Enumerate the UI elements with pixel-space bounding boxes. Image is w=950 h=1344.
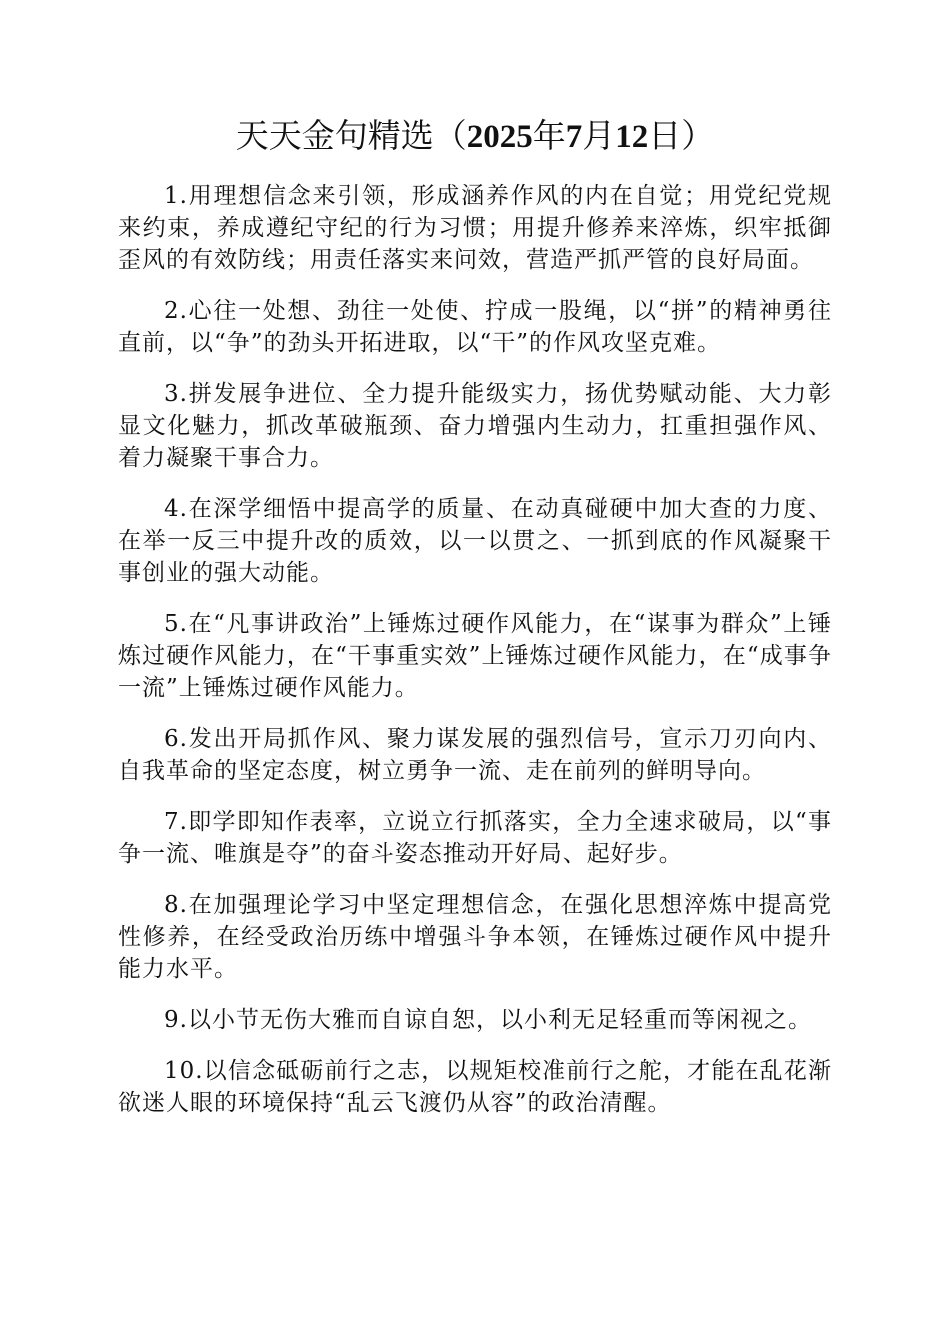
quote-item-5: 5.在“凡事讲政治”上锤炼过硬作风能力，在“谋事为群众”上锤炼过硬作风能力，在“干事重实效”上锤炼过硬作风能力，在“成事争一流”上锤炼过硬作风能力。 [118, 611, 832, 701]
quote-item-3: 3.拼发展争进位、全力提升能级实力，扬优势赋动能、大力彰显文化魅力，抓改革破瓶颈、奋力增强内生动力，扛重担强作风、着力凝聚干事合力。 [118, 381, 832, 471]
quote-list [118, 180, 832, 1138]
quote-item-6: 6.发出开局抓作风、聚力谋发展的强烈信号，宣示刀刃向内、自我革命的坚定态度，树立勇争一流、走在前列的鲜明导向。 [118, 726, 832, 784]
title-day: 12 [615, 119, 649, 155]
quote-item-1: 1.用理想信念来引领，形成涵养作风的内在自觉；用党纪党规来约束，养成遵纪守纪的行为习惯；用提升修养来淬炼，织牢抵御歪风的有效防线；用责任落实来问效，营造严抓严管的良好局面。 [118, 183, 832, 273]
title-year-unit: 年 [532, 116, 566, 155]
title-month: 7 [565, 119, 583, 155]
quote-item-2: 2.心往一处想、劲往一处使、拧成一股绳，以“拼”的精神勇往直前，以“争”的劲头开拓进取，以“干”的作风攻坚克难。 [118, 298, 832, 356]
quote-item-7: 7.即学即知作表率，立说立行抓落实，全力全速求破局，以“事争一流、唯旗是夺”的奋斗姿态推动开好局、起好步。 [118, 809, 832, 867]
quote-item-8: 8.在加强理论学习中坚定理想信念，在强化思想淬炼中提高党性修养，在经受政治历练中增强斗争本领，在锤炼过硬作风中提升能力水平。 [118, 892, 832, 982]
document-title [0, 112, 950, 161]
title-suffix: 日） [648, 116, 715, 155]
title-prefix: 天天金句精选（ [235, 116, 467, 155]
quote-item-4: 4.在深学细悟中提高学的质量、在动真碰硬中加大查的力度、在举一反三中提升改的质效，以一以贯之、一抓到底的作风凝聚干事创业的强大动能。 [118, 496, 832, 586]
quote-item-9: 9.以小节无伤大雅而自谅自恕，以小利无足轻重而等闲视之。 [164, 1007, 812, 1033]
quote-item-10: 10.以信念砥砺前行之志，以规矩校准前行之舵，才能在乱花渐欲迷人眼的环境保持“乱云飞渡仍从容”的政治清醒。 [118, 1058, 832, 1116]
title-month-unit: 月 [582, 116, 616, 155]
title-year: 2025 [466, 119, 533, 155]
